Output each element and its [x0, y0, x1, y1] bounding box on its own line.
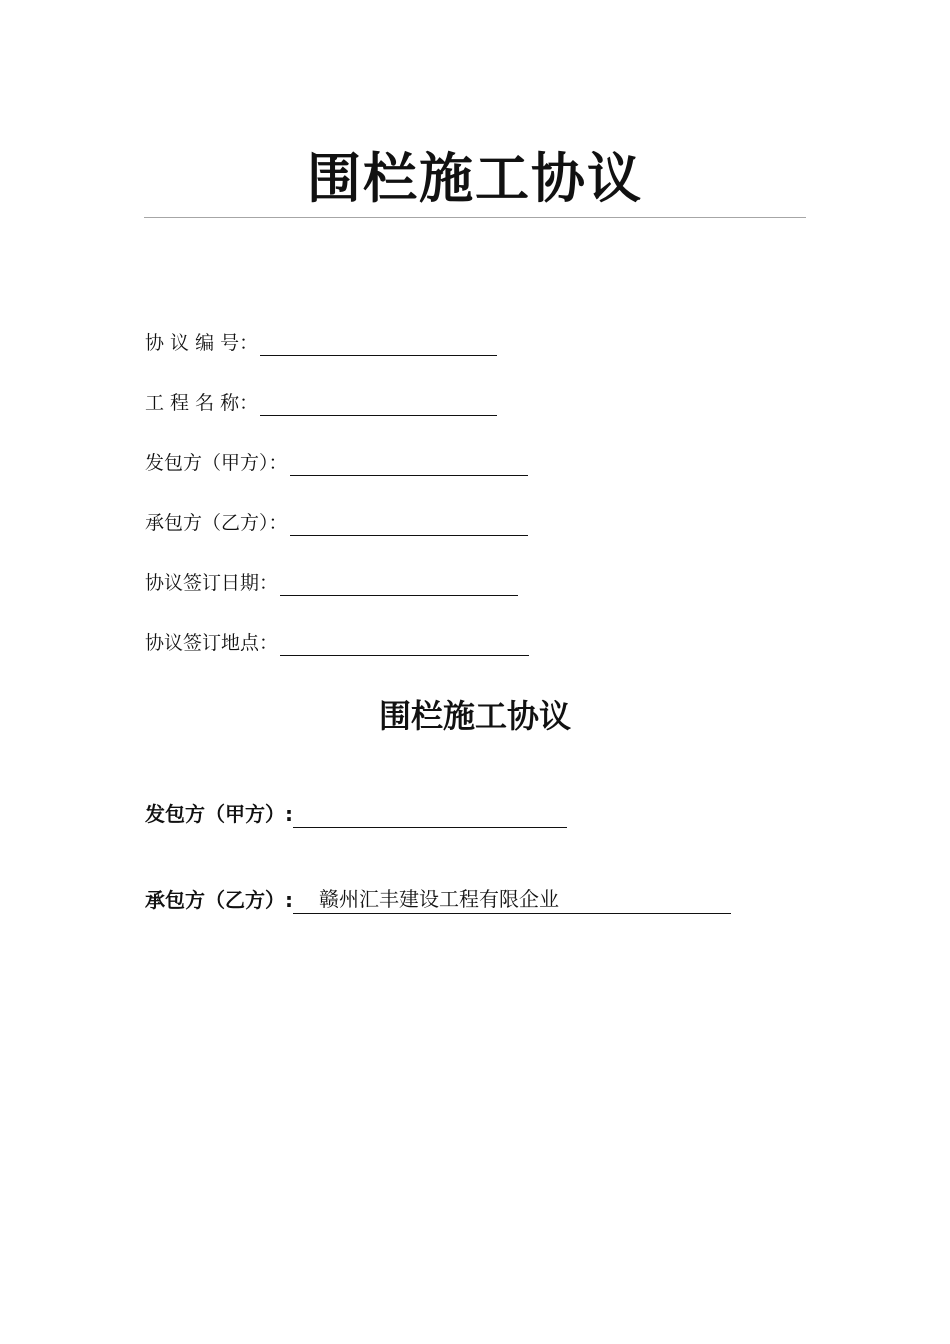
field-label: 工 程 名 称： [145, 392, 259, 414]
field-label: 协议签订地点： [145, 632, 279, 654]
cover-title: 围栏施工协议 [307, 146, 643, 210]
party-b-label: 承包方（乙方）: [145, 888, 293, 912]
body-party-b [145, 884, 731, 914]
signing-place-field [145, 626, 529, 656]
body-party-a [145, 798, 567, 828]
field-label: 协议签订日期： [145, 572, 279, 594]
signing-date-field [145, 566, 518, 596]
field-label: 协 议 编 号： [145, 332, 259, 354]
project-name-blank[interactable] [260, 389, 497, 416]
body-title: 围栏施工协议 [378, 697, 571, 735]
party-a-field [145, 446, 528, 476]
agreement-number-field [145, 326, 497, 356]
party-b-value[interactable]: 赣州汇丰建设工程有限企业 [293, 885, 731, 914]
title-divider [144, 217, 806, 218]
party-a-blank[interactable] [290, 449, 528, 476]
agreement-number-blank[interactable] [260, 329, 497, 356]
signing-place-blank[interactable] [280, 629, 529, 656]
field-label: 承包方（乙方）： [145, 512, 288, 534]
party-a-value[interactable] [293, 799, 567, 828]
field-label: 发包方（甲方）： [145, 452, 288, 474]
party-b-blank[interactable] [290, 509, 528, 536]
party-b-field [145, 506, 528, 536]
party-a-label: 发包方（甲方）: [145, 802, 293, 826]
signing-date-blank[interactable] [280, 569, 518, 596]
project-name-field [145, 386, 497, 416]
